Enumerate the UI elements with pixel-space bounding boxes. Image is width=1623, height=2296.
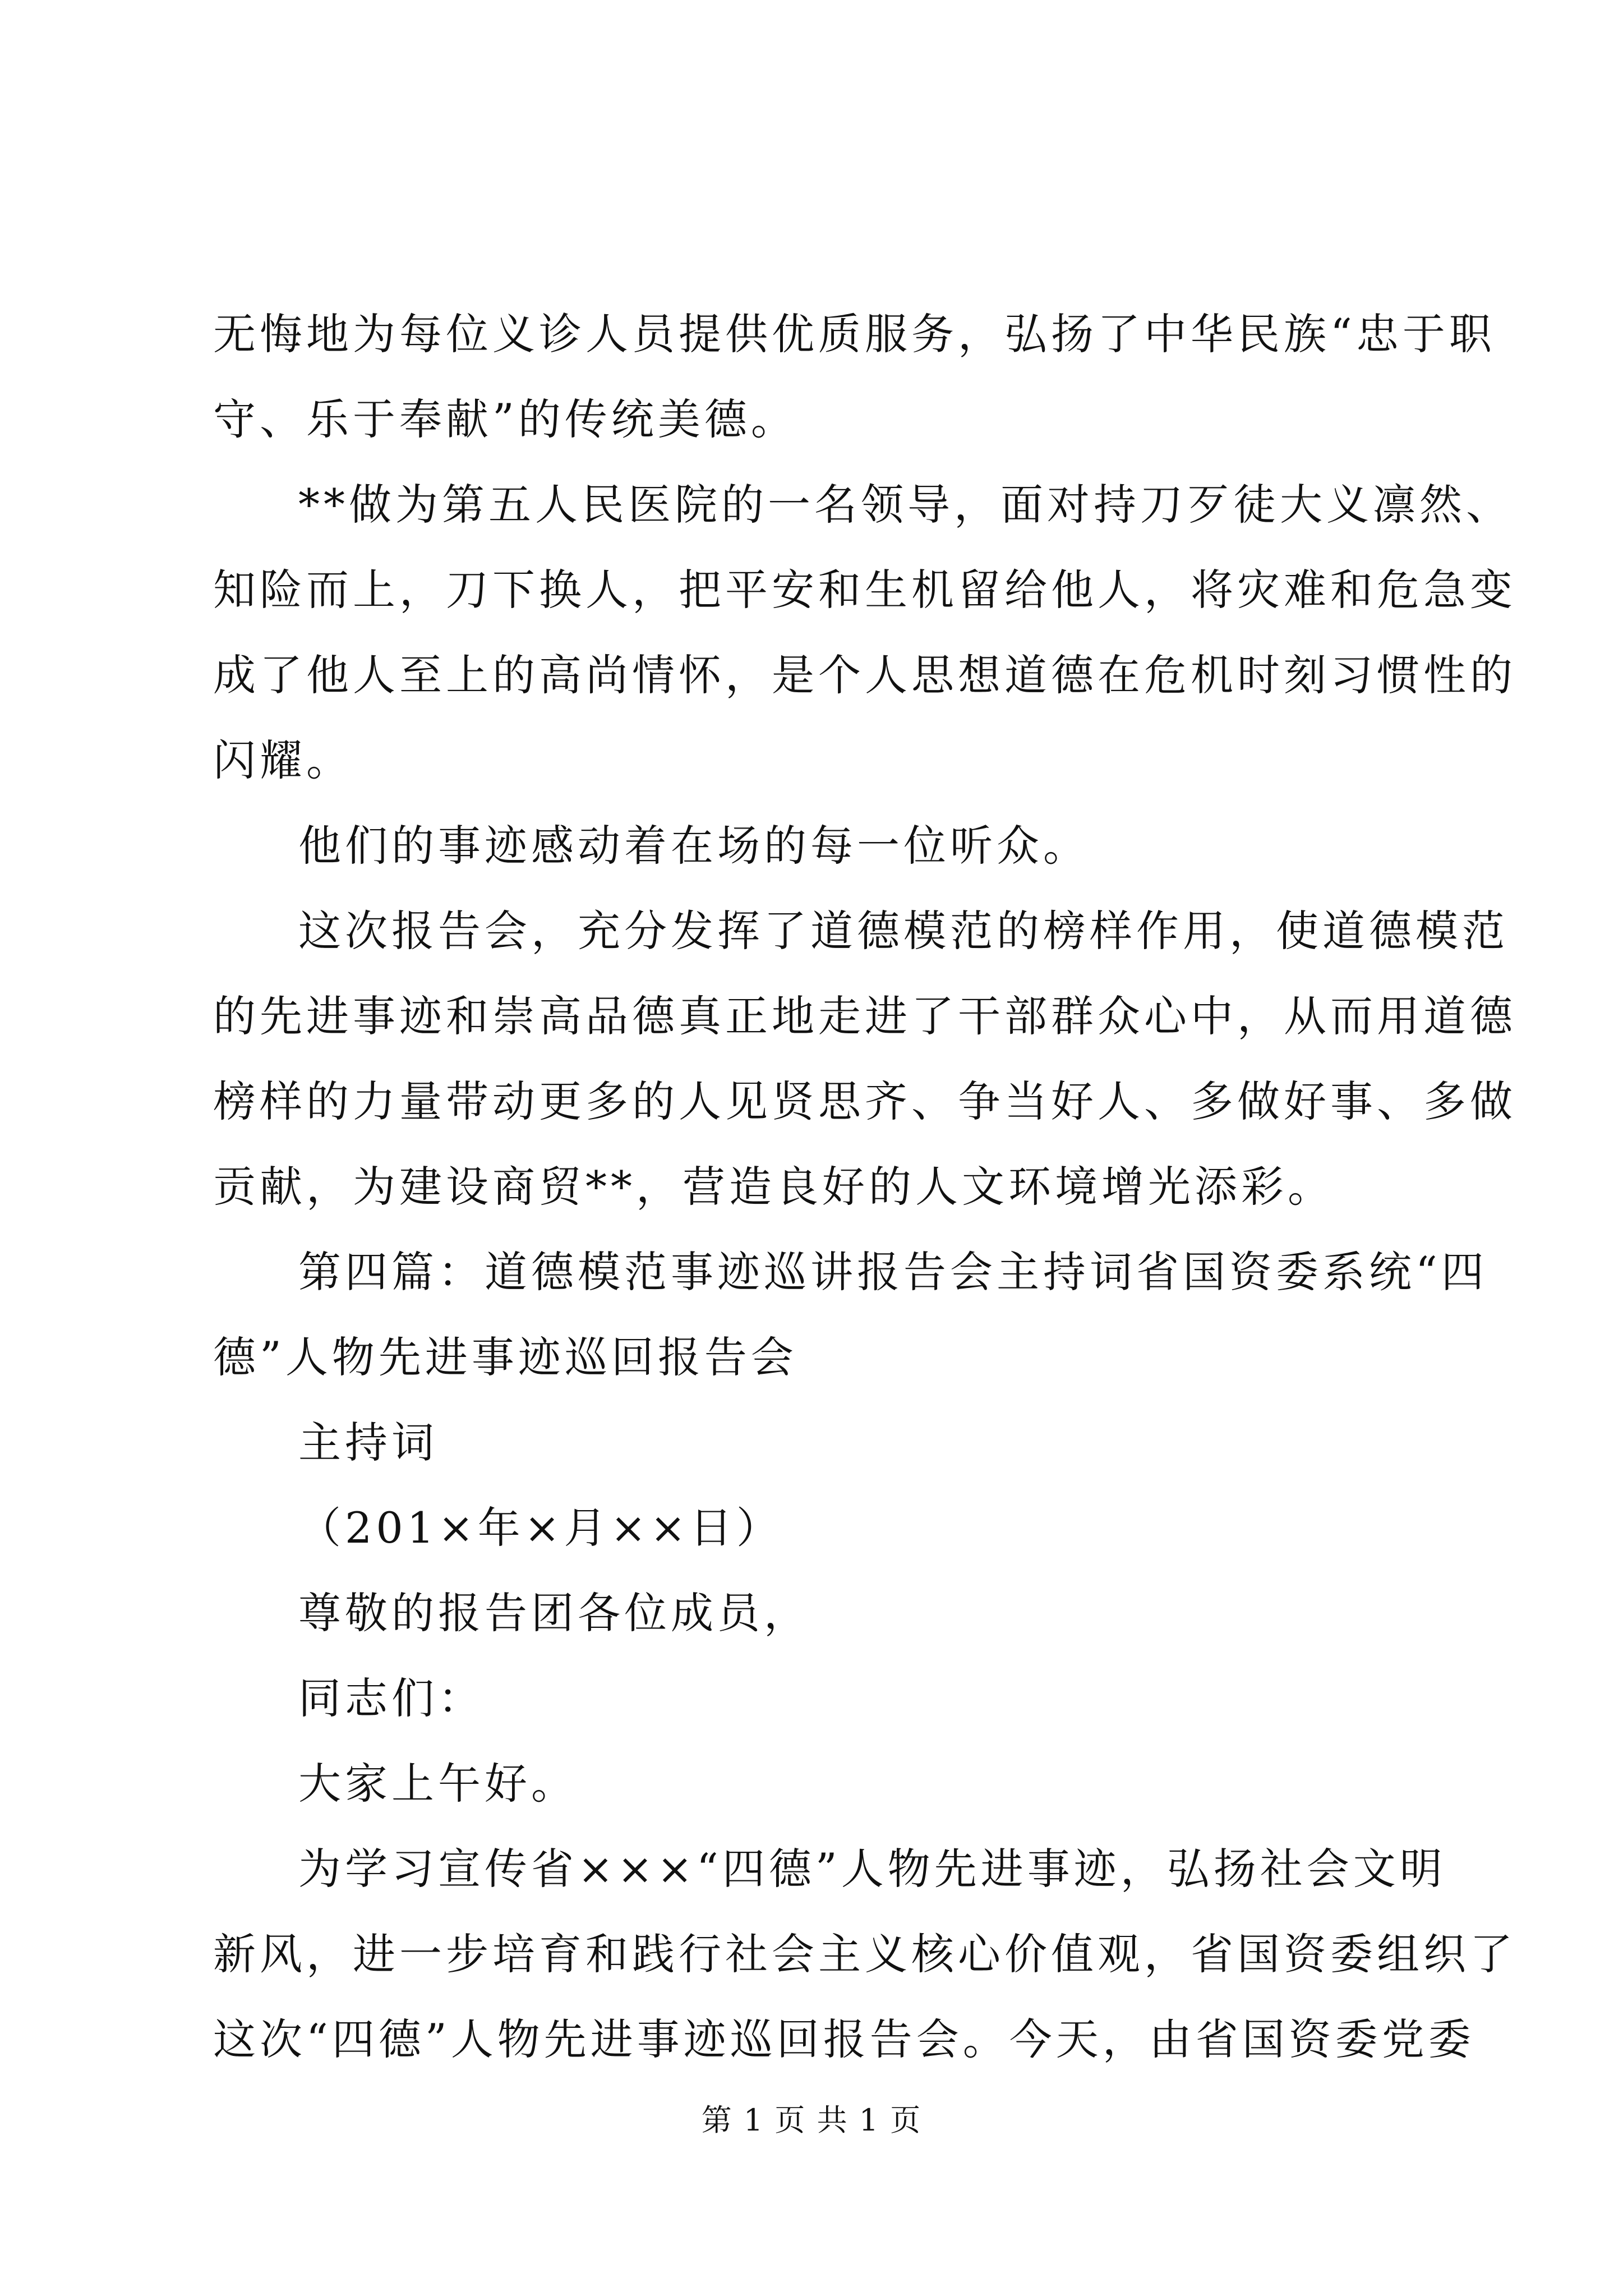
greeting-line: 大家上午好。: [298, 1759, 578, 1809]
paragraph-first-line: 主持词: [298, 1418, 438, 1467]
text-line: 闪耀。: [213, 735, 353, 785]
text-line: 成了他人至上的高尚情怀，是个人思想道德在危机时刻习惯性的: [213, 650, 1516, 700]
paragraph-first-line: 他们的事迹感动着在场的每一位听众。: [298, 821, 1090, 871]
paragraph-first-line: **做为第五人民医院的一名领导，面对持刀歹徒大义凛然、: [298, 480, 1513, 530]
text-line: 贡献，为建设商贸**，营造良好的人文环境增光添彩。: [213, 1162, 1334, 1212]
document-body: [213, 292, 1516, 2082]
section-heading-line: 第四篇：道德模范事迹巡讲报告会主持词省国资委系统“四: [298, 1247, 1488, 1297]
text-line: 这次“四德”人物先进事迹巡回报告会。今天，由省国资委党委: [213, 2014, 1475, 2064]
page-footer: 第 1 页 共 1 页: [701, 2102, 922, 2138]
salutation-line: 同志们：: [298, 1673, 485, 1723]
text-line: 知险而上，刀下换人，把平安和生机留给他人，将灾难和危急变: [213, 565, 1516, 615]
salutation-line: 尊敬的报告团各位成员，: [298, 1588, 810, 1638]
section-heading-line: 德”人物先进事迹巡回报告会: [213, 1332, 797, 1382]
text-line: 守、乐于奉献”的传统美德。: [213, 394, 797, 444]
text-line: 新风，进一步培育和践行社会主义核心价值观，省国资委组织了: [213, 1929, 1516, 1979]
text-line: 榜样的力量带动更多的人见贤思齐、争当好人、多做好事、多做: [213, 1076, 1516, 1126]
date-line: （201×年×月××日）: [298, 1503, 783, 1553]
text-line: 的先进事迹和崇高品德真正地走进了干部群众心中，从而用道德: [213, 991, 1516, 1041]
paragraph-first-line: 这次报告会，充分发挥了道德模范的榜样作用，使道德模范: [298, 906, 1509, 956]
paragraph-first-line: 为学习宣传省×××“四德”人物先进事迹，弘扬社会文明: [298, 1844, 1446, 1894]
text-line: 无悔地为每位义诊人员提供优质服务，弘扬了中华民族“忠于职: [213, 309, 1496, 359]
